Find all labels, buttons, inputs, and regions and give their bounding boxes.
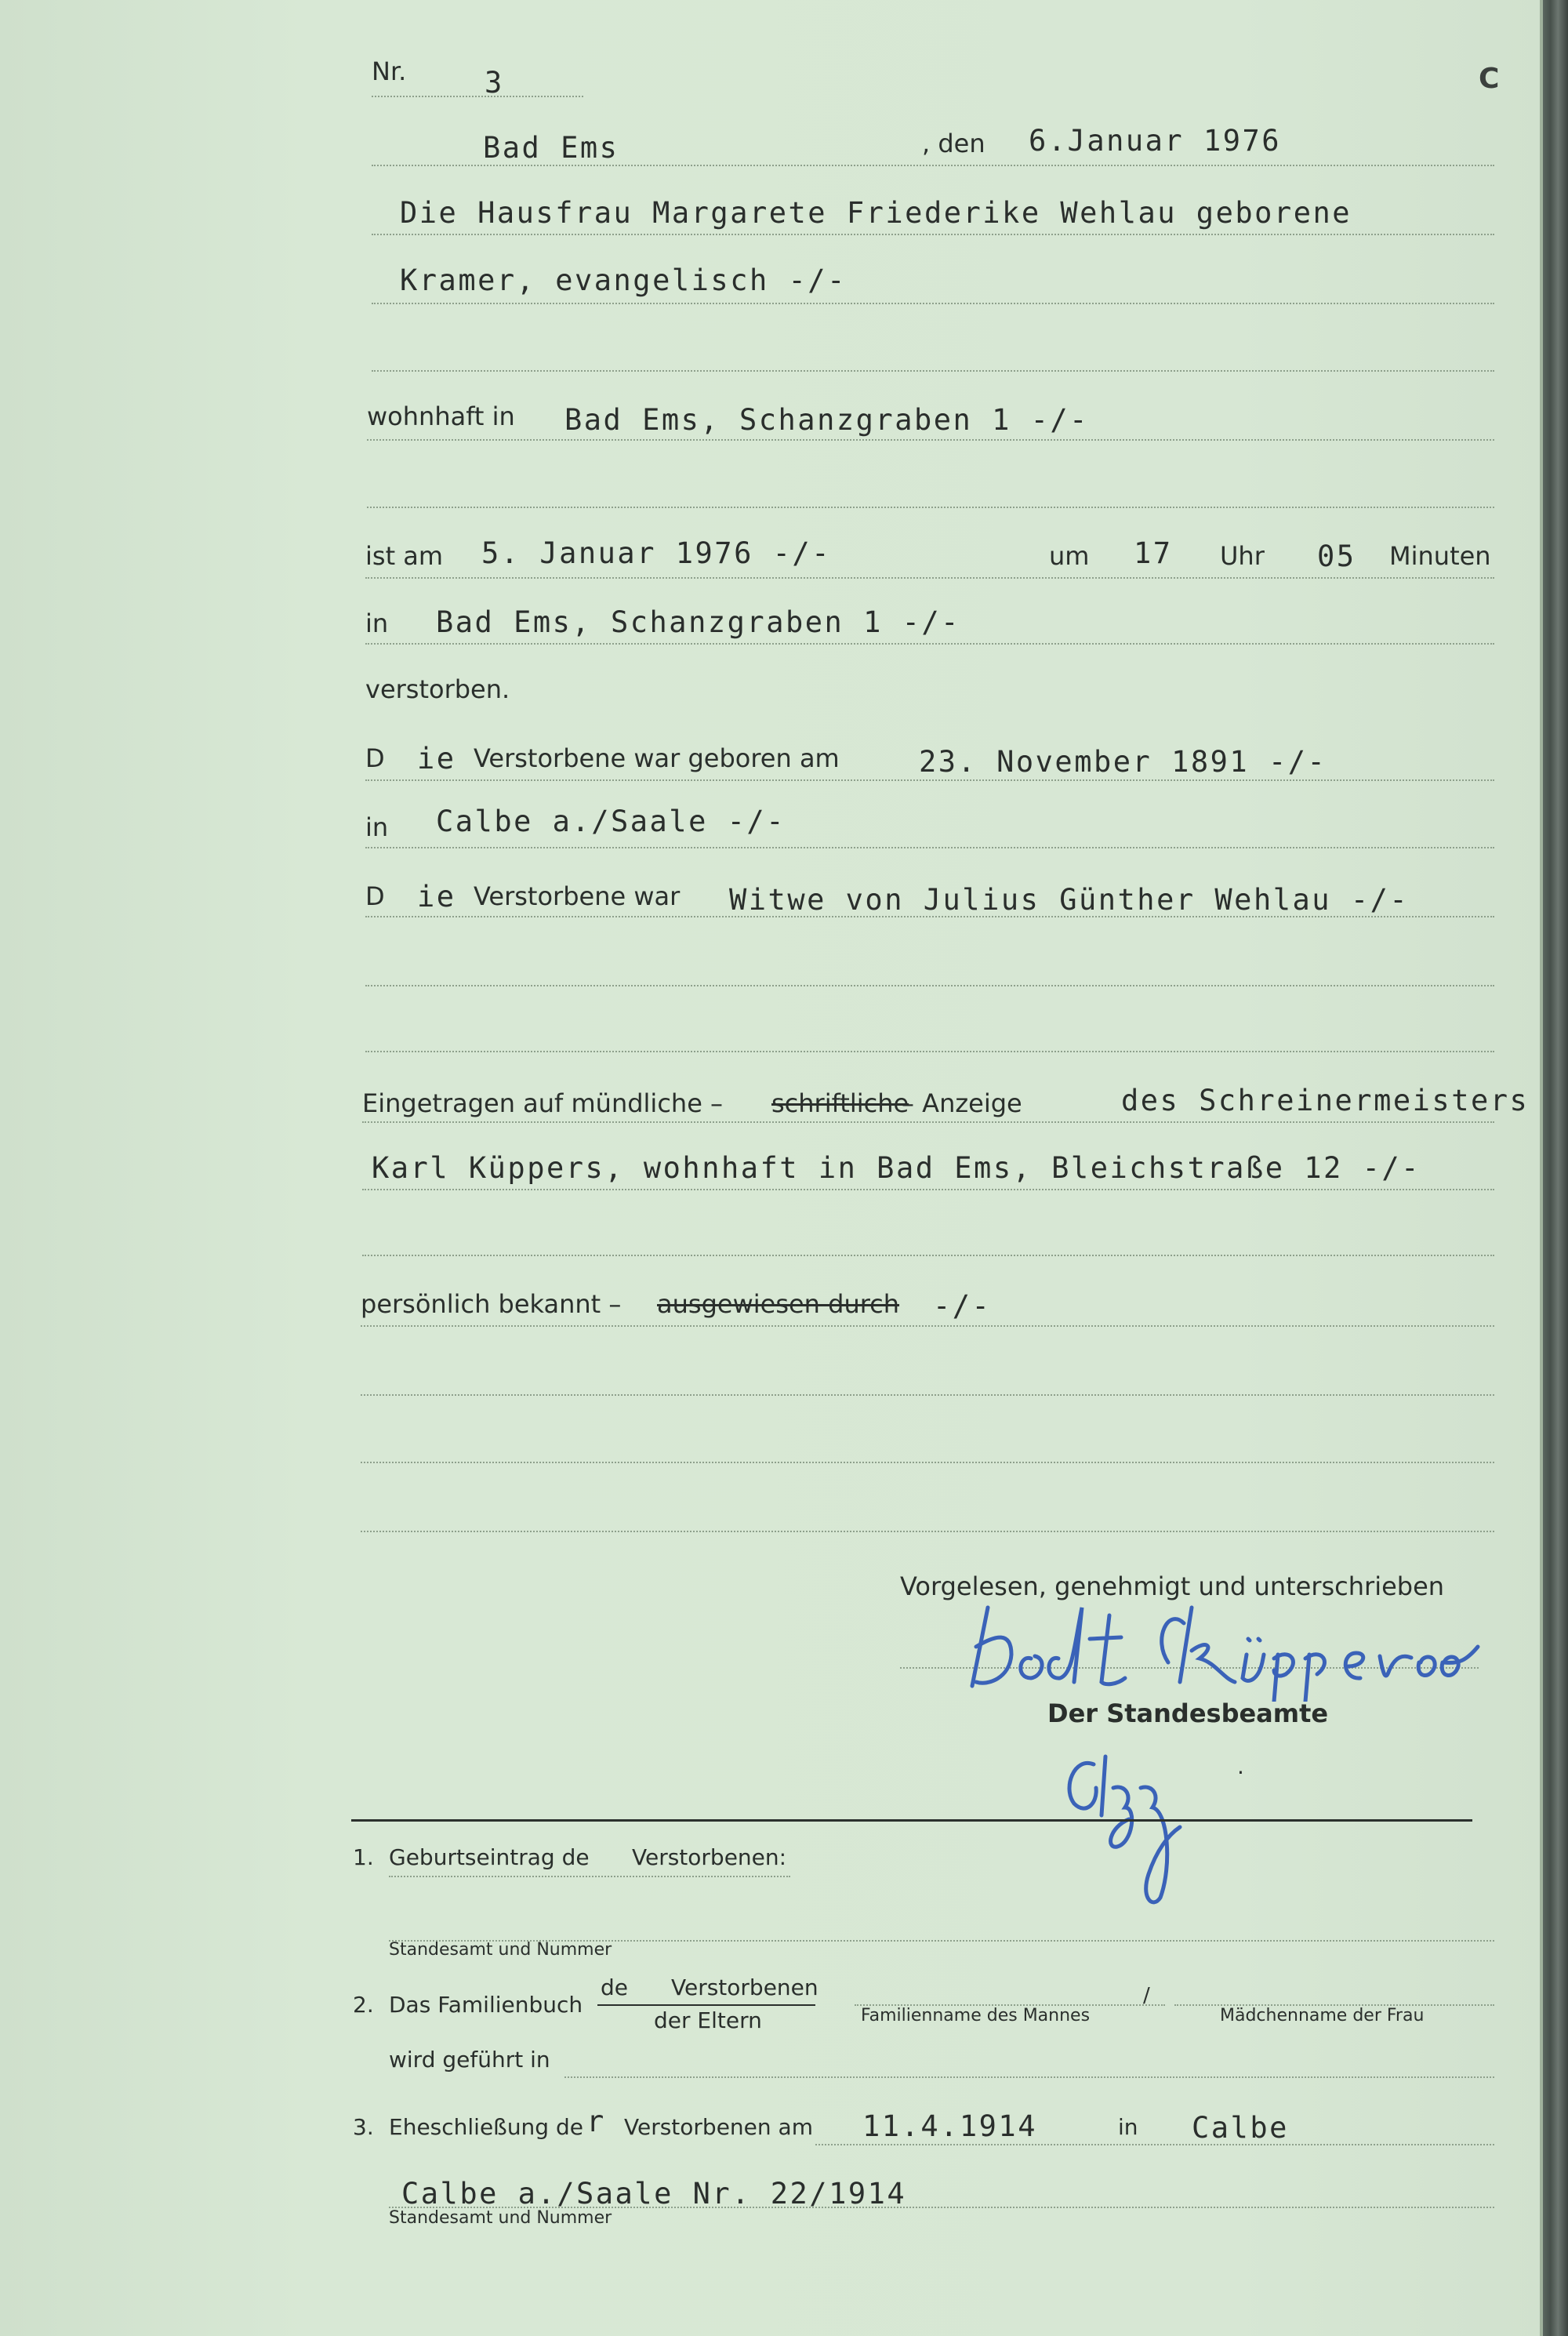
line-residence-2 [367,507,1494,508]
birth-date: 23. November 1891 -/- [919,745,1327,779]
residence-label: wohnhaft in [367,401,515,431]
den-label: , den [922,129,985,158]
death-minuten-label: Minuten [1389,541,1491,571]
registrar-label: Der Standesbeamte [1047,1698,1329,1728]
fn2-caption-woman: Mädchenname der Frau [1220,2006,1425,2025]
line-person-2 [372,303,1494,304]
line-birth-1 [365,779,1494,781]
death-hour: 17 [1134,536,1173,570]
line-identity-3 [361,1462,1494,1463]
fn3-place: Calbe [1192,2111,1289,2145]
residence-value: Bad Ems, Schanzgraben 1 -/- [564,403,1089,437]
line-status-2 [365,985,1494,986]
fn1-label-b: Verstorbenen: [632,1844,787,1870]
line-birth-2 [365,847,1494,848]
report-label-a: Eingetragen auf mündliche – [362,1088,724,1118]
line-person-3 [372,370,1494,372]
read-approved-label: Vorgelesen, genehmigt und unterschrieben [900,1571,1445,1601]
nr-value: 3 [485,66,504,100]
fn3-label-a: Eheschließung de [389,2114,583,2140]
verstorben-label: verstorben. [365,674,510,704]
line-identity-1 [361,1325,1494,1327]
footer-separator [351,1819,1472,1822]
fn2-caption-man: Familienname des Mannes [861,2006,1091,2025]
line-identity-2 [361,1394,1494,1396]
fn1-line-1 [389,1876,790,1877]
death-date-label: ist am [365,541,444,571]
identity-value: -/- [933,1289,992,1323]
report-value-2: Karl Küppers, wohnhaft in Bad Ems, Bleichstraße 12 -/- [372,1151,1421,1185]
fn3-number: 3. [353,2114,374,2140]
status-d-prefix: D [365,881,385,911]
death-minutes: 05 [1317,539,1356,573]
death-place-label: in [365,609,389,638]
registration-date: 6.Januar 1976 [1029,124,1282,158]
place-of-registration: Bad Ems [483,131,619,165]
line-report-1 [362,1121,1494,1123]
fn1-number: 1. [353,1844,374,1870]
nr-label: Nr. [372,56,407,86]
fn2-fraction-bar [597,2004,815,2006]
fn3-label-b: Verstorbenen am [624,2114,813,2140]
nr-underline [372,96,583,97]
line-residence-1 [367,439,1494,441]
report-value-1: des Schreinermeisters [1121,1084,1530,1117]
fn3-line-1 [815,2144,1494,2145]
line-report-2 [362,1189,1494,1190]
fn3-registry: Calbe a./Saale Nr. 22/1914 [401,2177,907,2211]
death-date: 5. Januar 1976 -/- [481,536,831,570]
birth-label: Verstorbene war geboren am [474,743,840,773]
fn2-frac-bottom: der Eltern [654,2007,762,2033]
small-mark: · [1237,1760,1244,1786]
fn2-de: de [601,1975,628,2000]
line-person-1 [372,234,1494,235]
person-line-2: Kramer, evangelisch -/- [400,263,847,297]
birth-place-label: in [365,812,389,842]
fn1-caption: Standesamt und Nummer [389,1940,612,1960]
fn2-frac-top: Verstorbenen [671,1975,818,2000]
fn3-date: 11.4.1914 [862,2109,1037,2143]
birth-d-suffix: ie [417,742,456,776]
signer-signature [956,1592,1490,1702]
fn3-caption: Standesamt und Nummer [389,2208,612,2228]
fn2-continuation: wird geführt in [389,2047,550,2073]
status-label: Verstorbene war [474,881,681,911]
line-report-3 [362,1255,1494,1256]
line-death-1 [365,577,1494,579]
death-um-label: um [1049,541,1090,571]
fn3-line-2 [389,2207,1494,2208]
line-identity-4 [361,1531,1494,1532]
death-uhr-label: Uhr [1220,541,1265,571]
status-value: Witwe von Julius Günther Wehlau -/- [729,883,1410,917]
line-status-1 [365,916,1494,917]
binder-edge [1543,0,1568,2336]
fn3-r: r [586,2105,606,2138]
fn2-number: 2. [353,1992,374,2018]
fn2-slash: / [1143,1984,1150,2007]
fn2-label: Das Familienbuch [389,1992,583,2018]
person-line-1: Die Hausfrau Margarete Friederike Wehlau geborene [400,196,1352,230]
fn2-line-2 [564,2076,1494,2078]
birth-d-prefix: D [365,743,385,773]
identity-label: persönlich bekannt – [361,1289,622,1319]
birth-place: Calbe a./Saale -/- [436,805,786,838]
status-d-suffix: ie [417,880,456,914]
line-header [372,165,1494,166]
death-place: Bad Ems, Schanzgraben 1 -/- [436,605,960,639]
registrar-signature [1051,1741,1207,1913]
corner-mark: C [1479,63,1500,95]
fn1-label-a: Geburtseintrag de [389,1844,590,1870]
identity-struck: ausgewiesen durch [657,1289,900,1319]
report-label-b: – Anzeige [902,1088,1022,1118]
line-death-2 [365,643,1494,645]
line-status-3 [365,1051,1494,1052]
fn3-in: in [1118,2114,1138,2140]
report-label-struck: schriftliche [771,1088,909,1118]
